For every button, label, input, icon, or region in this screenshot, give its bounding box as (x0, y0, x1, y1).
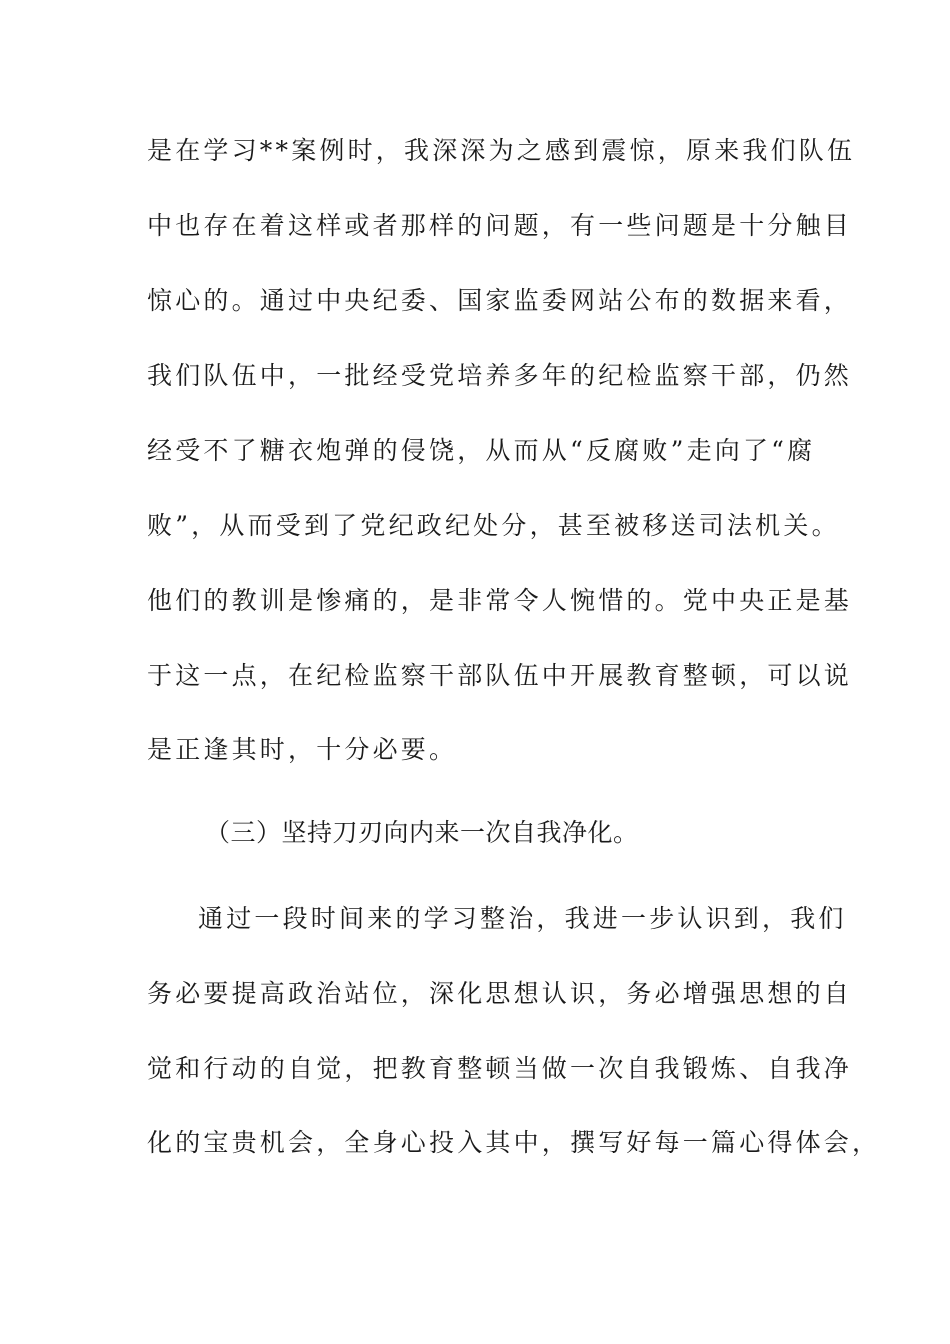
text-line: 败”，从而受到了党纪政纪处分，甚至被移送司法机关。 (147, 511, 840, 540)
text-line: 经受不了糖衣炮弹的侵饶，从而从“反腐败”走向了“腐 (147, 436, 816, 465)
text-line: 化的宝贵机会，全身心投入其中，撰写好每一篇心得体会， (147, 1128, 881, 1157)
text-line: 是在学习**案例时，我深深为之感到震惊，原来我们队伍 (147, 136, 856, 165)
section-heading: （三）坚持刀刃向内来一次自我净化。 (205, 818, 639, 847)
text-line: 我们队伍中，一批经受党培养多年的纪检监察干部，仍然 (147, 361, 853, 390)
text-line: 通过一段时间来的学习整治，我进一步认识到，我们 (198, 904, 847, 933)
text-line: 觉和行动的自觉，把教育整顿当做一次自我锻炼、自我净 (147, 1054, 853, 1083)
text-line: 中也存在着这样或者那样的问题，有一些问题是十分触目 (147, 211, 853, 240)
text-line: 于这一点，在纪检监察干部队伍中开展教育整顿，可以说 (147, 661, 853, 690)
text-line: 是正逢其时，十分必要。 (147, 735, 458, 764)
text-line: 他们的教训是惨痛的，是非常令人惋惜的。党中央正是基 (147, 586, 853, 615)
text-line: 惊心的。通过中央纪委、国家监委网站公布的数据来看， (147, 286, 853, 315)
text-line: 务必要提高政治站位，深化思想认识，务必增强思想的自 (147, 979, 853, 1008)
